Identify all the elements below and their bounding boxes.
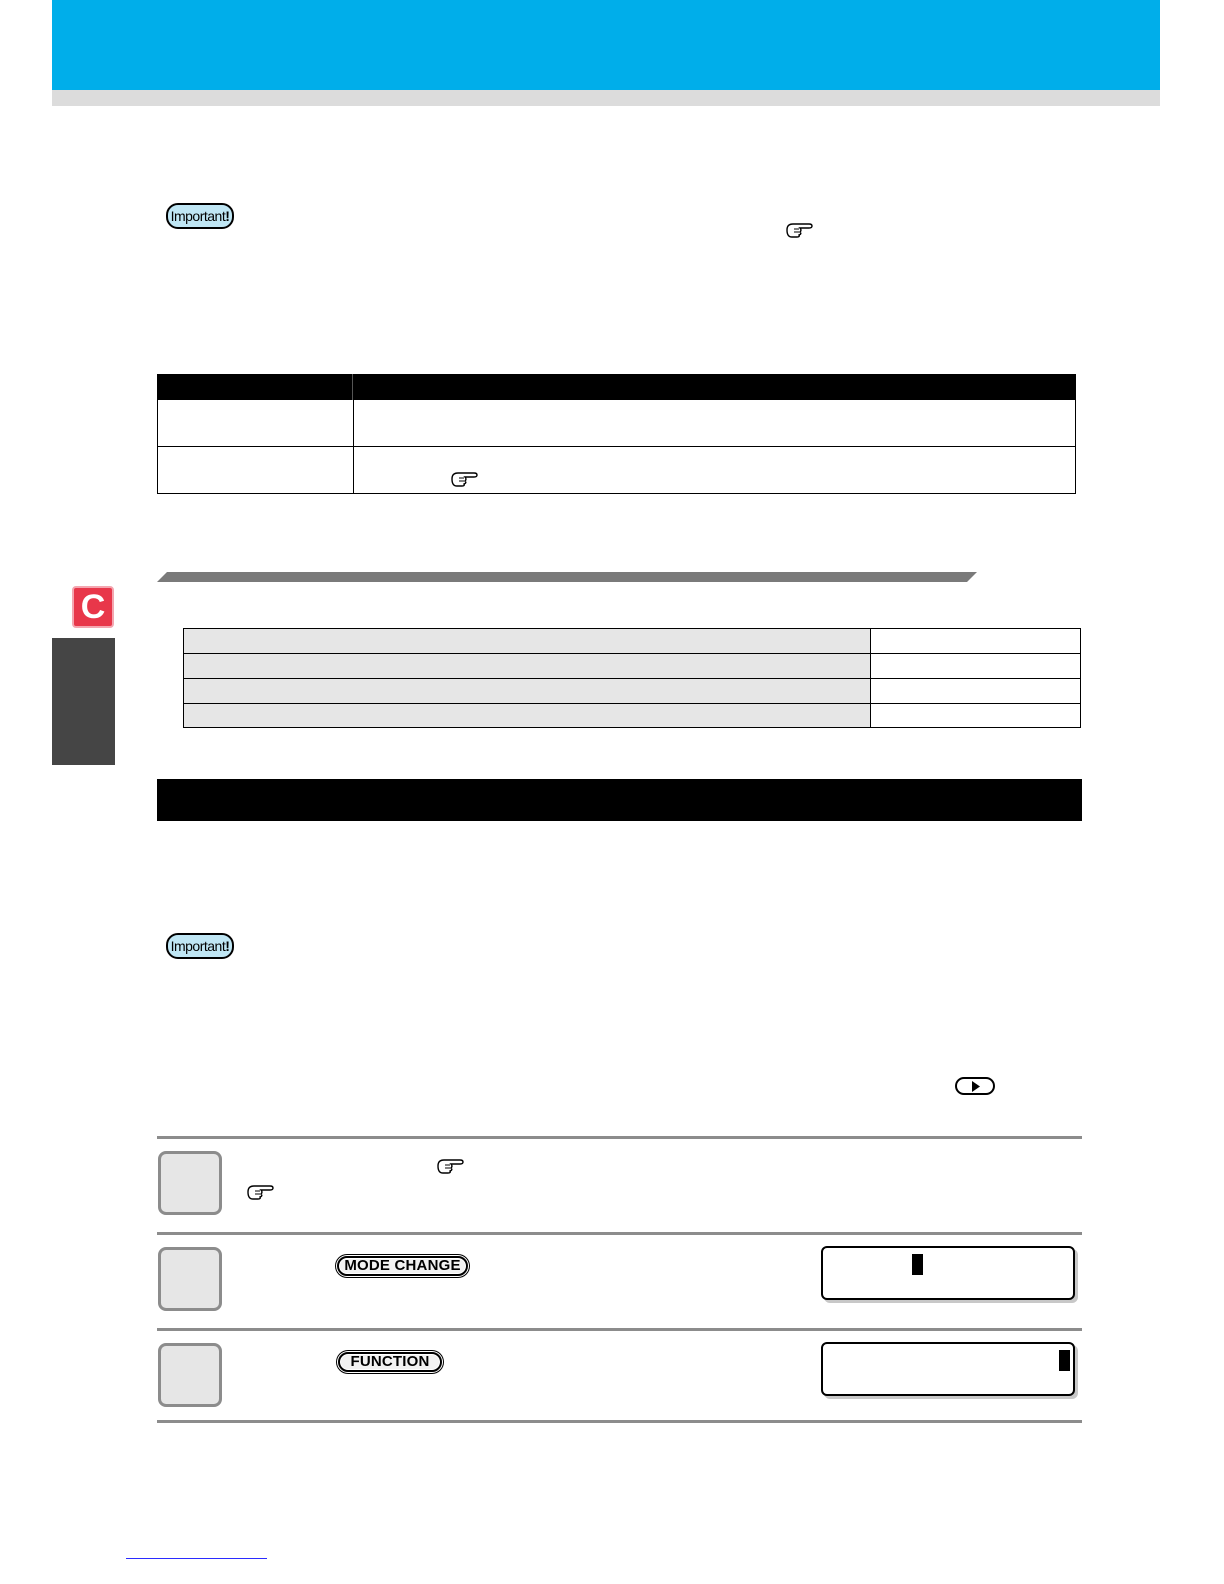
step-divider xyxy=(157,1136,1082,1139)
function-key[interactable]: FUNCTION xyxy=(338,1352,442,1372)
chapter-side-tab xyxy=(52,638,115,765)
play-key-icon xyxy=(955,1077,995,1095)
header-underline xyxy=(52,90,1160,106)
step-number-box xyxy=(158,1343,222,1407)
important-label: Important xyxy=(170,208,226,224)
table-row xyxy=(184,704,1080,727)
lcd-display xyxy=(821,1342,1075,1396)
reference-hand-icon xyxy=(436,1157,464,1175)
important-mark: ! xyxy=(225,208,230,224)
step-number-box xyxy=(158,1151,222,1215)
header-bar xyxy=(52,0,1160,90)
lcd-cursor xyxy=(912,1254,923,1275)
footer-link[interactable] xyxy=(126,1558,267,1559)
step-number-box xyxy=(158,1247,222,1311)
reference-hand-icon xyxy=(450,470,478,488)
reference-hand-icon xyxy=(246,1183,274,1201)
table-body xyxy=(157,400,1076,494)
important-badge-icon xyxy=(166,203,234,229)
step-divider xyxy=(157,1328,1082,1331)
settings-table xyxy=(157,374,1076,495)
table-row xyxy=(184,629,1080,653)
table-row xyxy=(184,679,1080,703)
mode-change-key[interactable]: MODE CHANGE xyxy=(337,1256,468,1276)
parameter-table xyxy=(183,628,1081,728)
section-divider xyxy=(157,572,977,582)
important-label: Important xyxy=(170,938,226,954)
chapter-badge: C xyxy=(72,586,114,628)
lcd-display xyxy=(821,1246,1075,1300)
step-divider xyxy=(157,1420,1082,1423)
table-row xyxy=(184,654,1080,678)
reference-hand-icon xyxy=(785,221,813,239)
section-title-bar xyxy=(157,779,1082,821)
step-divider xyxy=(157,1232,1082,1235)
lcd-cursor xyxy=(1059,1350,1070,1371)
important-mark: ! xyxy=(225,938,230,954)
table-header xyxy=(157,374,1076,400)
important-badge-icon xyxy=(166,933,234,959)
